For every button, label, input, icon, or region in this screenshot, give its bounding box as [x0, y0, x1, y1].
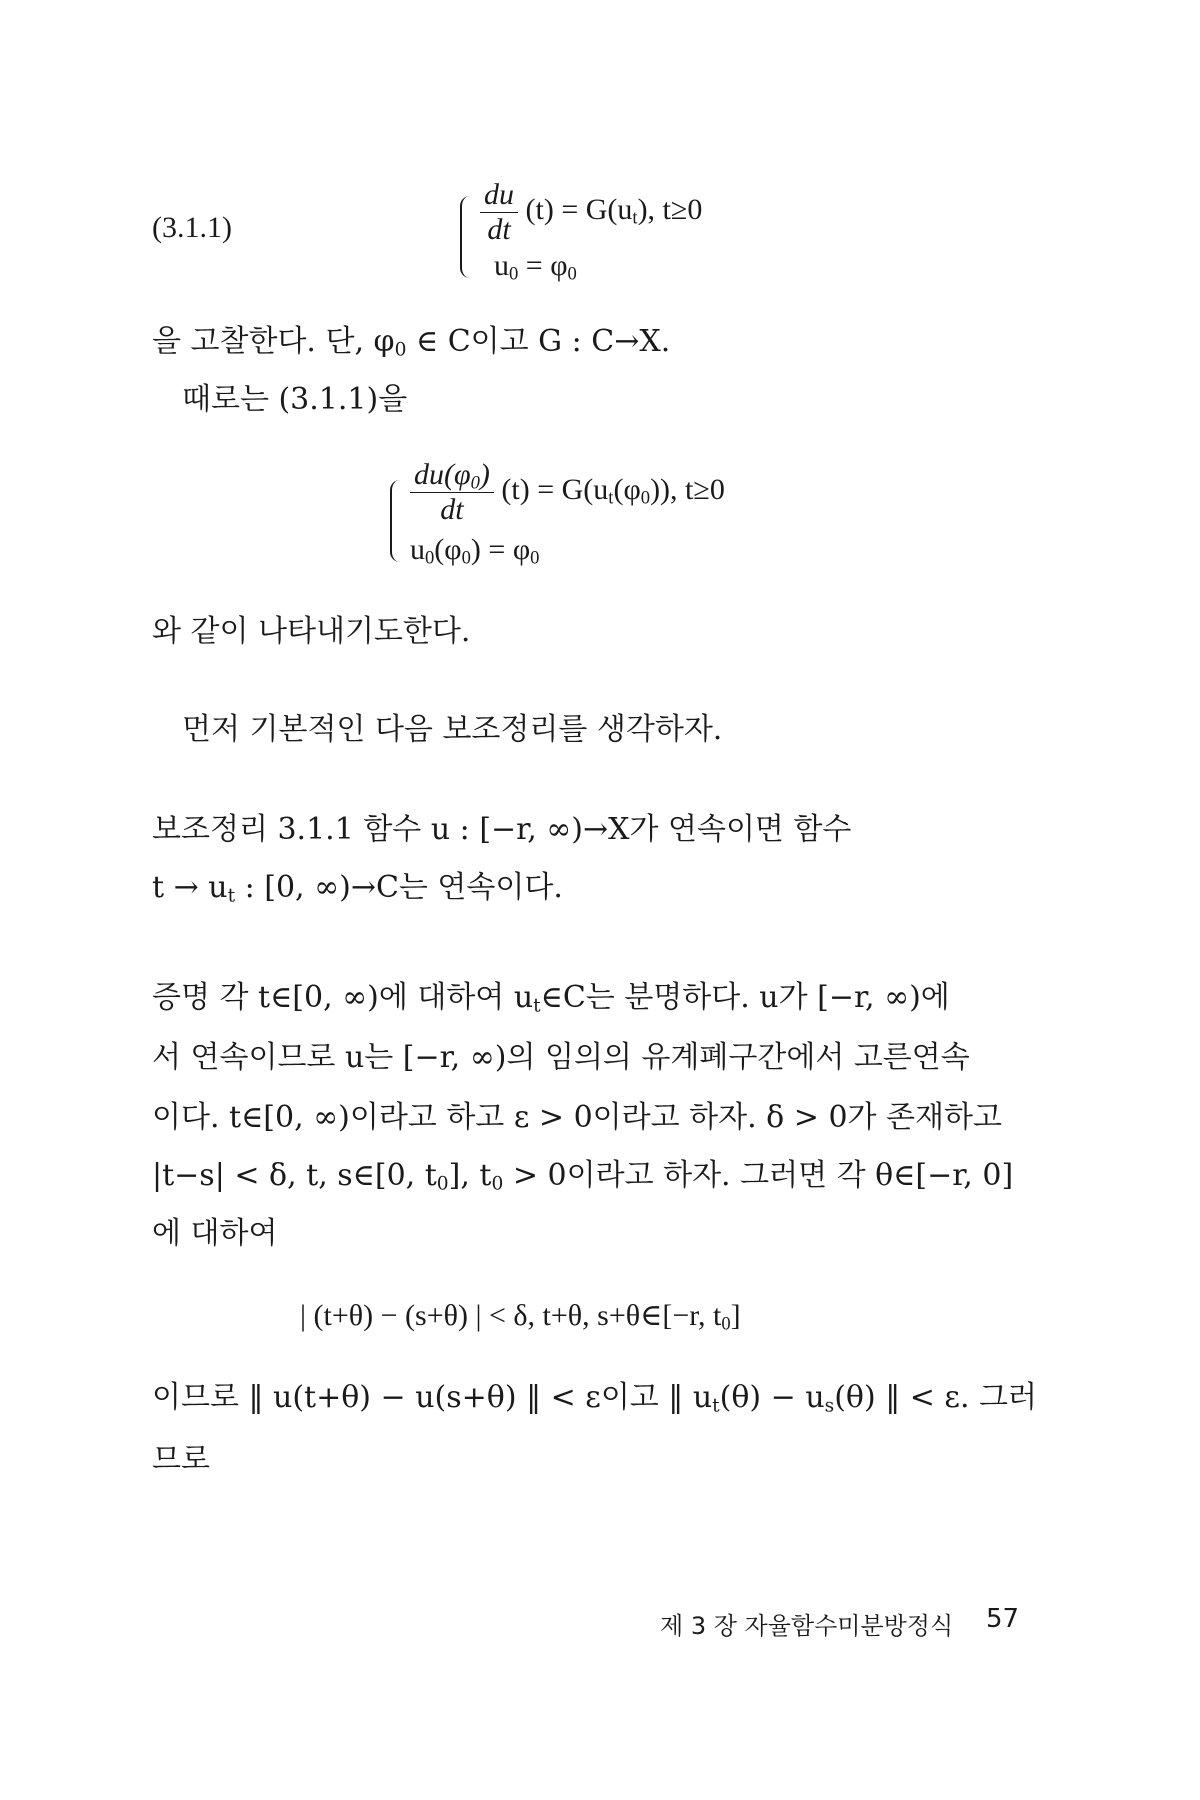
- equation-line-2: $u_0 = \varphi_0$: [494, 249, 577, 285]
- page-number: 57: [986, 1604, 1020, 1634]
- running-footer: 제 3 장 자율함수미분방정식: [660, 1612, 954, 1640]
- proof-line: 이다. t∈[0, ∞)이라고 하고 ε > 0이라고 하자. δ > 0가 존재하고: [152, 1100, 1002, 1135]
- equation-fraction: $\frac{du(\varphi_0)}{dt}$: [410, 458, 494, 527]
- equation-fraction: $\frac{du}{dt}$: [480, 178, 518, 247]
- equation-label: (3.1.1): [152, 211, 232, 244]
- display-equation: | (t+θ) − (s+θ) | < δ, t+θ, s+θ∈[−r, $t_0$]: [300, 1299, 741, 1335]
- paragraph-line: 먼저 기본적인 다음 보조정리를 생각하자.: [182, 712, 723, 747]
- proof-line: 서 연속이므로 u는 [−r, ∞)의 임의의 유계폐구간에서 고른연속: [152, 1040, 970, 1075]
- paragraph-line: 을 고찰한다. 단, $\varphi_0$ ∈ C이고 G : C→X.: [152, 324, 671, 361]
- equation-line-1: [480, 178, 702, 247]
- proof-line: |t−s| < δ, t, s∈[0, $t_0$], $t_0 > 0$이라고 하자. 그러면 각 θ∈[−r, 0]: [152, 1158, 1014, 1195]
- paragraph-line: 므로: [152, 1442, 210, 1477]
- equation-line-1: [410, 458, 725, 527]
- proof-line: 증명 각 t∈[0, ∞)에 대하여 $u_t\in C$는 분명하다. u가 [−r, ∞)에: [152, 980, 950, 1017]
- equation-brace: [390, 480, 402, 562]
- equation-line-1-rest: $(t) = G(u_t(\varphi_0))$, t≥0: [501, 473, 725, 510]
- paragraph-line: 와 같이 나타내기도한다.: [152, 614, 471, 649]
- proof-line: 에 대하여: [152, 1216, 278, 1251]
- equation-line-2: $u_0(\varphi_0) = \varphi_0$: [410, 533, 540, 569]
- equation-line-1-rest: $(t) = G(u_t)$, t≥0: [525, 193, 703, 230]
- lemma-line: $t \to u_t$ : [0, ∞)→C는 연속이다.: [152, 870, 563, 907]
- lemma-line: 보조정리 3.1.1 함수 u : [−r, ∞)→X가 연속이면 함수: [152, 812, 852, 847]
- paragraph-line: 이므로 ‖ u(t+θ) − u(s+θ) ‖ < ε이고 ‖ $u_t(\theta) - u_s(\theta)$ ‖ < ε. 그러: [152, 1380, 1037, 1417]
- equation-brace: [460, 196, 472, 278]
- paragraph-line: 때로는 (3.1.1)을: [182, 382, 408, 417]
